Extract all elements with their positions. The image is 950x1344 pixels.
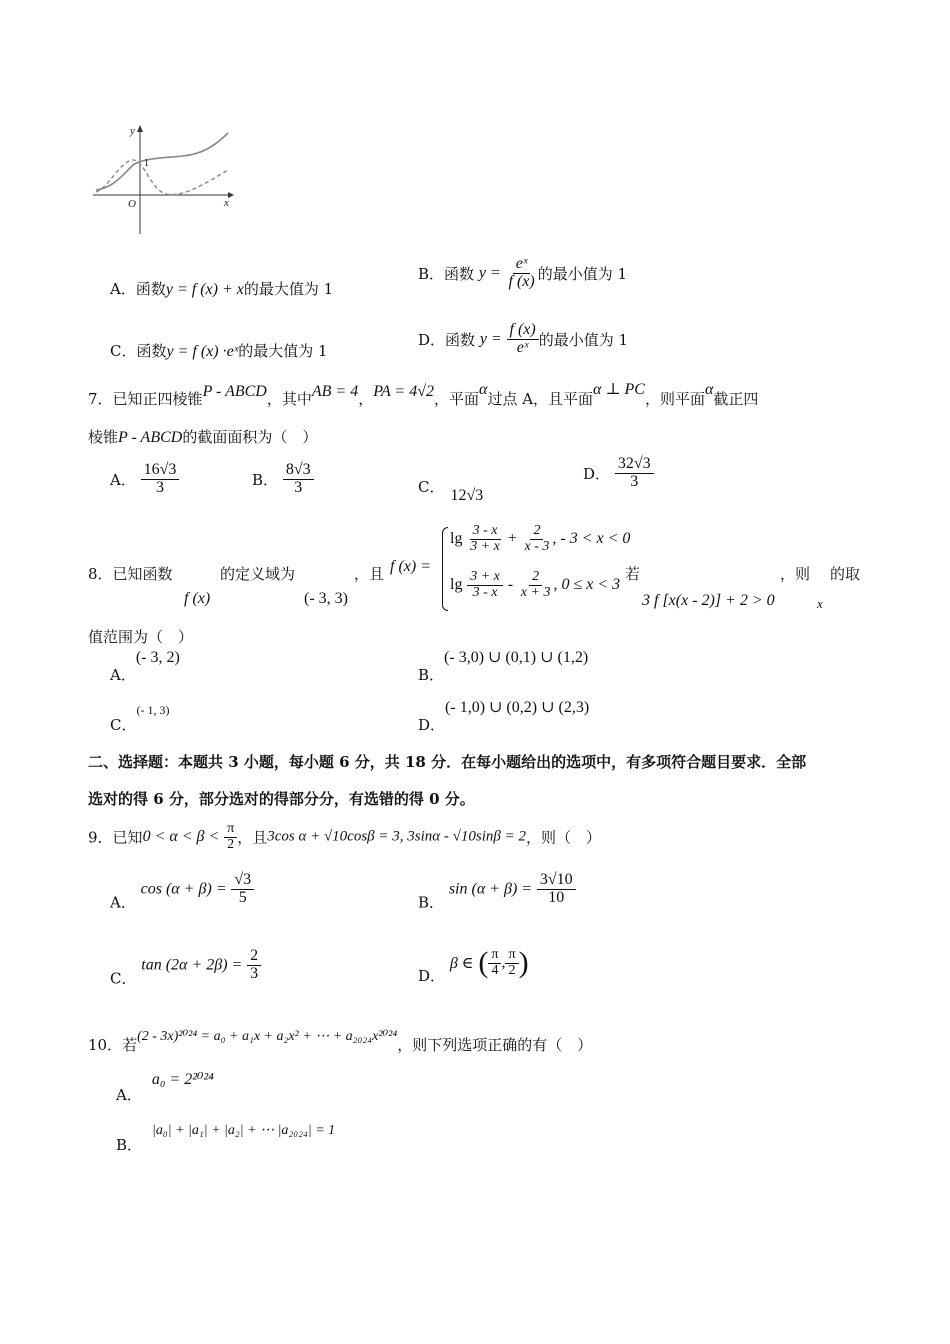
graph-svg (88, 120, 238, 240)
q6-option-c[interactable] (110, 340, 328, 361)
x-axis-label: x (224, 197, 229, 209)
q10-stem: 10．若(2 - 3x)²⁰²⁴ = a₀ + a₁x + a₂x² + ⋯ + a₂₀₂₄x²⁰²⁴，则下列选项正确的有（ ） (88, 1029, 593, 1054)
y-axis-label: y (130, 125, 135, 137)
fraction: $\frac{\pi}{2}$ (224, 822, 237, 852)
q8-option-b[interactable]: B．(- 3,0) ∪ (0,1) ∪ (1,2) (418, 649, 589, 684)
option-text: 函数 (445, 330, 476, 349)
option-text: 的最小值为 1 (537, 264, 628, 283)
q8-text4: 若 (625, 565, 641, 583)
q8-text5: ，则 (780, 565, 811, 583)
q7-option-d[interactable]: D． $\frac{32√3}{3}$ (583, 456, 654, 491)
piecewise-brace (442, 527, 448, 611)
q10-option-a[interactable]: A．a₀ = 2²⁰²⁴ (116, 1071, 214, 1104)
option-label: B． (418, 264, 445, 283)
q8-text6: 的取 (830, 565, 861, 583)
fraction: $\frac{32√3}{3}$ (615, 456, 654, 491)
q8-option-c[interactable]: C．(- 1, 3) (110, 703, 170, 734)
fraction: $\frac{\pi}{4}$ (488, 948, 501, 978)
q8-option-d[interactable]: D．(- 1,0) ∪ (0,2) ∪ (2,3) (418, 699, 590, 734)
q7-stem-line2: 棱锥P - ABCD的截面面积为（ ） (88, 428, 318, 446)
option-label: A． (110, 280, 136, 298)
q7-option-c[interactable]: C． 12√3 (418, 478, 484, 504)
q8-domain: (- 3, 3) (304, 590, 348, 607)
q7-option-a[interactable]: A． $\frac{16√3}{3}$ (110, 462, 179, 497)
fraction: $\frac{f (x)}{\text{eˣ}}$ (507, 322, 539, 357)
fraction: $\frac{\pi}{2}$ (505, 948, 518, 978)
formula: y = (478, 264, 501, 282)
q8-option-a[interactable]: A．(- 3, 2) (110, 649, 180, 684)
q8-fx-eq: f (x) = (390, 558, 431, 575)
q7-stem-line1: 7．已知正四棱锥P - ABCD，其中AB = 4，PA = 4√2，平面α过点 A，且平面α ⊥ PC，则平面α截正四 (88, 381, 759, 408)
section2-heading-line2: 选对的得 6 分，部分选对的得部分分，有选错的得 0 分。 (88, 790, 475, 808)
q6-option-a[interactable] (110, 278, 333, 299)
q9-option-b[interactable]: B． sin (α + β) = $\frac{3√10}{10}$ (418, 872, 576, 912)
option-text: 函数 (136, 342, 167, 360)
q6-option-b[interactable] (418, 256, 627, 291)
one-label: 1 (144, 158, 149, 169)
q10-option-b[interactable]: B．|a₀| + |a₁| + |a₂| + ⋯ |a₂₀₂₄| = 1 (116, 1123, 336, 1154)
origin-label: O (128, 198, 136, 210)
q8-x: x (817, 596, 823, 611)
x-axis-arrow (228, 192, 234, 198)
q7-option-b[interactable]: B． $\frac{8√3}{3}$ (252, 462, 314, 497)
q9-option-c[interactable]: C． tan (2α + 2β) = $\frac{2}{3}$ (110, 948, 261, 988)
option-text: 函数 (444, 264, 475, 283)
fraction: $\frac{3√10}{10}$ (537, 872, 576, 907)
fraction: $\frac{8√3}{3}$ (283, 462, 314, 497)
q8-number: 8．已知函数 (88, 565, 173, 583)
option-text: 的最小值为 1 (538, 330, 629, 349)
q8-piece-row2: lg $\frac{3 + x}{3 - x}$ - $\frac{2}{x + 3}$ , 0 ≤ x < 3 (450, 569, 621, 600)
option-label: C． (110, 342, 137, 360)
q9-stem: 9．已知0 < α < β < $\frac{\pi}{2}$ ，且3cos α + √10cosβ = 3, 3sinα - √10sinβ = 2，则（ ） (88, 821, 601, 852)
option-text: 的最大值为 1 (243, 280, 334, 298)
q8-text3: ，且 (354, 565, 385, 583)
y-axis-arrow (137, 125, 143, 132)
option-text: 函数 (135, 280, 166, 298)
q8-stem-line2: 值范围为（ ） (88, 628, 194, 646)
fraction: $\frac{16√3}{3}$ (141, 462, 180, 497)
q9-option-a[interactable]: A． cos (α + β) = $\frac{√3}{5}$ (110, 872, 254, 912)
fraction: $\frac{\text{eˣ}}{f (x)}$ (508, 255, 535, 290)
option-label: D． (418, 330, 446, 349)
fraction: $\frac{2}{3}$ (247, 948, 261, 983)
q8-fx: f (x) (184, 590, 211, 607)
fraction: $\frac{√3}{5}$ (231, 872, 254, 907)
q8-inequality: 3 f [x(x - 2)] + 2 > 0 (642, 592, 775, 609)
formula: y = f (x) ·eˣ (166, 343, 239, 360)
q6-option-d[interactable] (418, 322, 628, 357)
option-text: 的最大值为 1 (238, 342, 328, 360)
q9-option-d[interactable]: D． β ∈ ( $\frac{\pi}{4}$ , $\frac{\pi}{2}$ ) (418, 946, 529, 985)
q8-piece-row1: lg $\frac{3 - x}{3 + x}$ + $\frac{2}{x - 3}$ , - 3 < x < 0 (450, 523, 631, 554)
section2-heading-line1: 二、选择题：本题共 3 小题，每小题 6 分，共 18 分．在每小题给出的选项中，有多项符合题目要求．全部 (88, 753, 807, 771)
dashed-curve (96, 160, 228, 195)
formula: y = (479, 330, 502, 348)
formula: y = f (x) + x (165, 281, 244, 298)
function-graph-figure (88, 120, 238, 240)
q8-text2: 的定义域为 (220, 565, 296, 583)
